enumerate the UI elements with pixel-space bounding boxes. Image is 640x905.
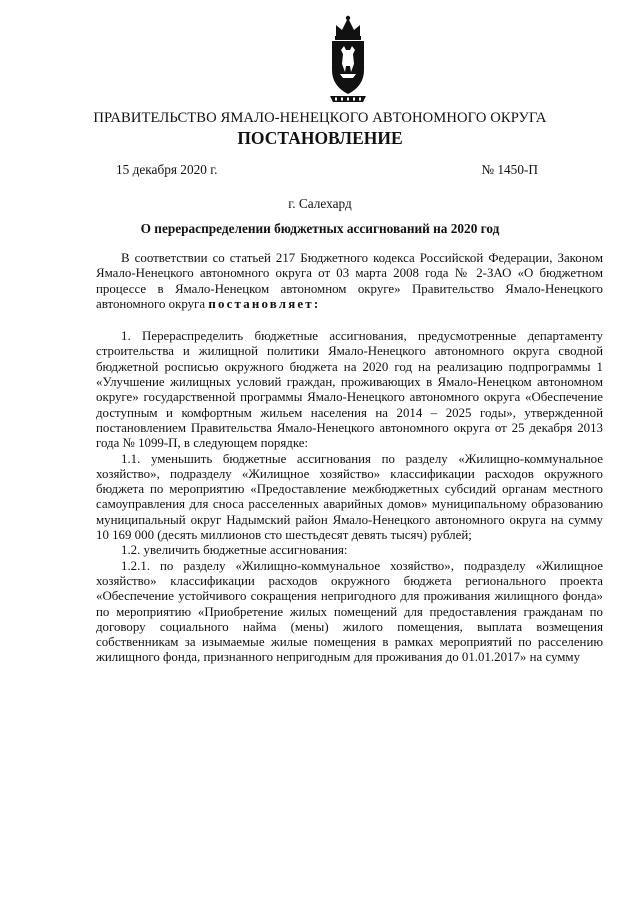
preamble-text: В соответствии со статьей 217 Бюджетного кодекса Российской Федерации, Законом Ямало-Ненецкого автономного округа от 03 марта 2008 года № 2-ЗАО «О бюджетном процессе в Ямало-Ненецком автономном округе» Правительство Ямало-Ненецкого автономного округа: [96, 251, 603, 311]
coat-of-arms-icon: [326, 14, 370, 106]
city-name: г. Салехард: [288, 196, 352, 211]
resolves-keyword: постановляет:: [208, 296, 321, 311]
clause-1-1: 1.1. уменьшить бюджетные ассигнования по разделу «Жилищно-коммунальное хозяйство», подразделу «Жилищное хозяйство» классификации расходов окружного бюджета по мероприятию «Предоставление межбюджетных субсидий органам местного самоуправления для сноса расселенных аварийных домов» муниципальному образованию муниципальный округ Надымский район Ямало-Ненецкого автономного округа на сумму 10 169 000 (десять миллионов сто шестьдесят девять тысяч) рублей;: [96, 451, 603, 543]
document-body: [96, 251, 603, 666]
preamble-paragraph: [96, 251, 603, 312]
clause-1-2-1: 1.2.1. по разделу «Жилищно-коммунальное хозяйство», подразделу «Жилищное хозяйство» классификации расходов окружного бюджета регионального проекта «Обеспечение устойчивого сокращения непригодного для проживания жилищного фонда» по мероприятию «Приобретение жилых помещений для предоставления гражданам по договору социального найма (мены) жилого помещения, выплата возмещения собственникам за изымаемые жилые помещения в рамках мероприятий по расселению жилищного фонда, признанного непригодным для проживания до 01.01.2017» на сумму: [96, 558, 603, 665]
organization-name: ПРАВИТЕЛЬСТВО ЯМАЛО-НЕНЕЦКОГО АВТОНОМНОГО ОКРУГА: [93, 110, 547, 126]
document-type: ПОСТАНОВЛЕНИЕ: [237, 128, 403, 148]
clause-1-2: 1.2. увеличить бюджетные ассигнования:: [121, 543, 348, 558]
document-date: 15 декабря 2020 г.: [116, 162, 218, 177]
document-number: № 1450-П: [481, 162, 538, 177]
document-title: О перераспределении бюджетных ассигнований на 2020 год: [140, 221, 500, 236]
clause-1: 1. Перераспределить бюджетные ассигнования, предусмотренные департаменту строительства и жилищной политики Ямало-Ненецкого автономного округа сводной бюджетной росписью окружного бюджета на 2020 год на реализацию подпрограммы 1 «Улучшение жилищных условий граждан, проживающих в Ямало-Ненецком автономном округе» государственной программы Ямало-Ненецкого автономного округа «Обеспечение доступным и комфортным жильем населения на 2014 – 2025 годы», утвержденной постановлением Правительства Ямало-Ненецкого автономного округа от 25 декабря 2013 года № 1099-П, в следующем порядке:: [96, 329, 603, 451]
